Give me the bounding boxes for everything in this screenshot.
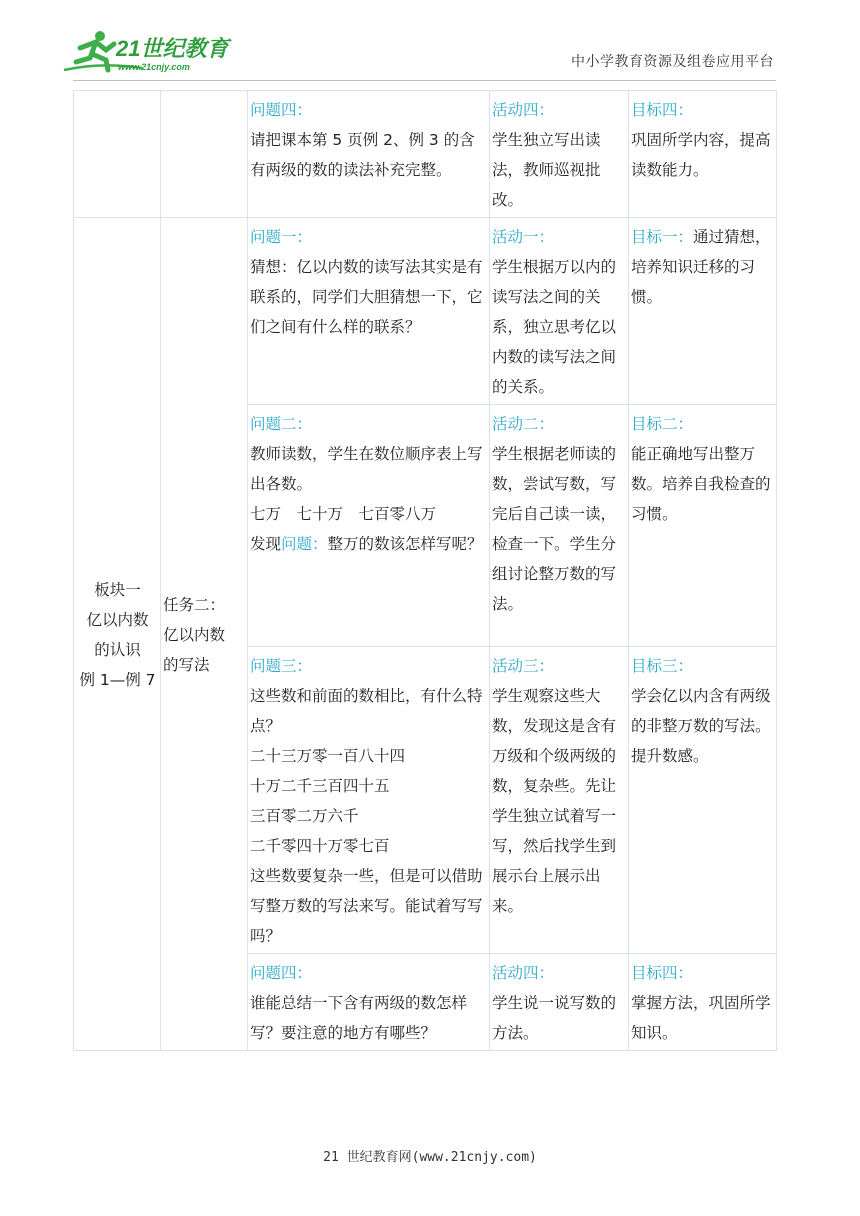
question-title: 问题二： [250, 415, 313, 433]
goal-cell [629, 405, 777, 647]
question-text: 二十三万零一百八十四 [250, 747, 406, 765]
activity-text: 学生根据万以内的读写法之间的关系，独立思考亿以内数的读写法之间的关系。 [492, 258, 617, 396]
question-cell [248, 91, 490, 218]
question-title: 问题四： [250, 101, 313, 119]
question-title: 问题四： [250, 964, 313, 982]
question-text: 请把课本第 5 页例 2、例 3 的含有两级的数的读法补充完整。 [250, 131, 475, 179]
goal-cell [629, 218, 777, 405]
activity-text: 学生独立写出读法，教师巡视批改。 [492, 131, 601, 209]
activity-title: 活动四： [492, 964, 555, 982]
page-footer: 21 世纪教育网(www.21cnjy.com) [323, 1150, 537, 1165]
goal-cell [629, 91, 777, 218]
activity-title: 活动三： [492, 657, 555, 675]
question-text: 发现 [250, 535, 282, 553]
block-label: 例 1—例 7 [79, 671, 156, 689]
question-text: 猜想：亿以内数的读写法其实是有联系的，同学们大胆猜想一下，它们之间有什么样的联系？ [250, 258, 483, 336]
goal-title: 目标四： [631, 101, 694, 119]
task-label: 的写法 [163, 656, 210, 674]
task-label: 任务二： [163, 596, 226, 614]
question-text: 三百零二万六千 [250, 807, 359, 825]
goal-cell [629, 647, 777, 954]
block-label-cell [74, 218, 161, 1051]
goal-cell [629, 954, 777, 1051]
question-text: 七万 七十万 七百零八万 [250, 505, 437, 523]
empty-cell [74, 91, 161, 218]
svg-text:www.21cnjy.com: www.21cnjy.com [118, 62, 190, 72]
task-label-cell [161, 218, 248, 1051]
platform-name: 中小学教育资源及组卷应用平台 [571, 54, 774, 70]
question-cell [248, 405, 490, 647]
question-title: 问题一： [250, 228, 313, 246]
table-row [74, 91, 777, 218]
activity-cell [490, 218, 629, 405]
question-cell [248, 218, 490, 405]
goal-title: 目标四： [631, 964, 694, 982]
block-label: 的认识 [94, 641, 141, 659]
block-label: 板块一 [94, 581, 141, 599]
goal-title: 目标三： [631, 657, 694, 675]
activity-cell [490, 91, 629, 218]
goal-title: 目标二： [631, 415, 694, 433]
question-text: 这些数和前面的数相比，有什么特点？ [250, 687, 483, 735]
block-label: 亿以内数 [86, 611, 149, 629]
goal-text: 学会亿以内含有两级的非整万数的写法。提升数感。 [631, 687, 771, 765]
activity-cell [490, 647, 629, 954]
goal-text: 能正确地写出整万数。培养自我检查的习惯。 [631, 445, 771, 523]
question-highlight: 问题： [281, 535, 328, 553]
table-row [74, 218, 777, 405]
goal-text: 掌握方法，巩固所学知识。 [631, 994, 771, 1042]
activity-title: 活动一： [492, 228, 555, 246]
activity-text: 学生根据老师读的数，尝试写数，写完后自己读一读，检查一下。学生分组讨论整万数的写法。 [492, 445, 617, 613]
question-cell [248, 954, 490, 1051]
goal-title: 目标一： [631, 228, 694, 246]
lesson-plan-table [73, 90, 777, 1051]
empty-cell [161, 91, 248, 218]
question-text: 教师读数，学生在数位顺序表上写出各数。 [250, 445, 483, 493]
site-logo [62, 28, 232, 76]
question-title: 问题三： [250, 657, 313, 675]
question-text: 二千零四十万零七百 [250, 837, 390, 855]
question-text: 整万的数该怎样写呢？ [327, 535, 483, 553]
goal-text: 通过猜想，培养知识迁移的习惯。 [631, 228, 771, 306]
svg-text:21世纪教育: 21世纪教育 [116, 36, 229, 61]
activity-cell [490, 405, 629, 647]
question-text: 谁能总结一下含有两级的数怎样写？要注意的地方有哪些？ [250, 994, 468, 1042]
activity-text: 学生观察这些大数，发现这是含有万级和个级两级的数，复杂些。先让学生独立试着写一写，然后找学生到展示台上展示出来。 [492, 687, 617, 915]
question-text: 这些数要复杂一些，但是可以借助写整万数的写法来写。能试着写写吗？ [250, 867, 483, 945]
activity-title: 活动四： [492, 101, 555, 119]
question-cell [248, 647, 490, 954]
header-divider [73, 80, 776, 81]
task-label: 亿以内数 [163, 626, 226, 644]
activity-title: 活动二： [492, 415, 555, 433]
page-header [0, 0, 860, 90]
goal-text: 巩固所学内容，提高读数能力。 [631, 131, 771, 179]
activity-text: 学生说一说写数的方法。 [492, 994, 617, 1042]
activity-cell [490, 954, 629, 1051]
question-text: 十万二千三百四十五 [250, 777, 390, 795]
